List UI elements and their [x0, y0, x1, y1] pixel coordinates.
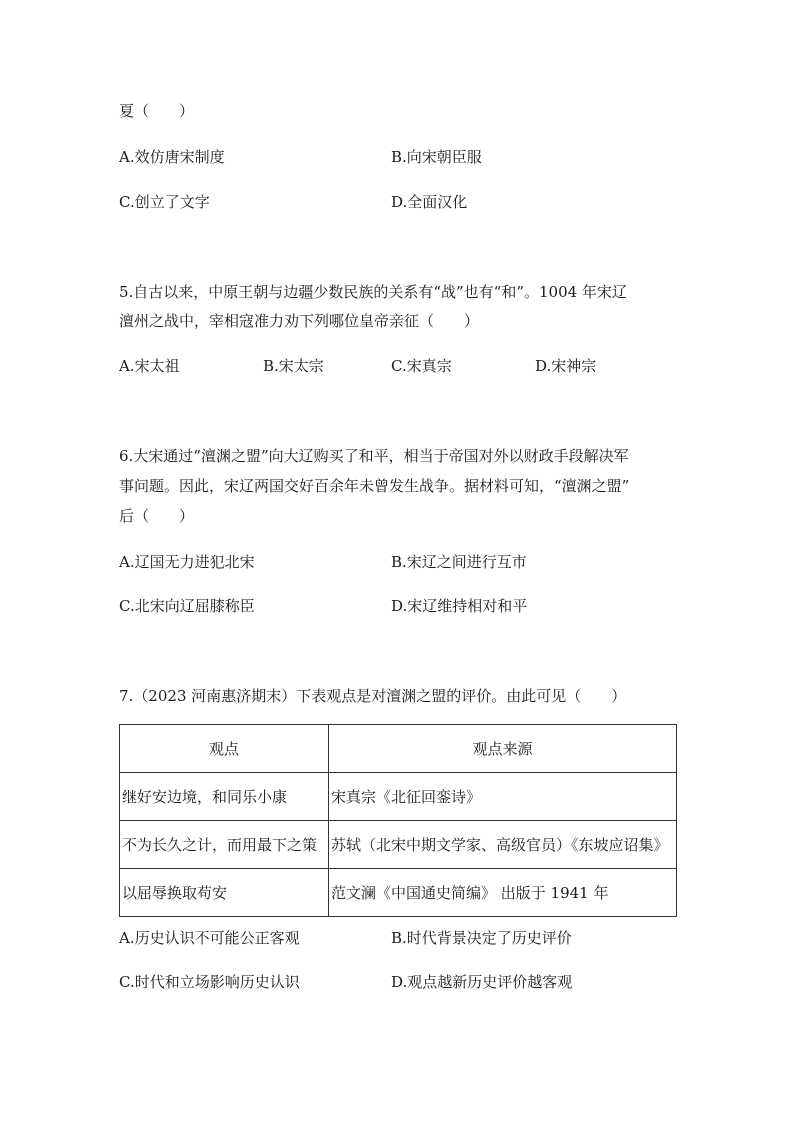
table-cell-source: 宋真宗《北征回銮诗》	[329, 773, 677, 821]
table-row	[120, 773, 677, 821]
table-header-row	[120, 725, 677, 773]
table-row	[120, 869, 677, 917]
q6-option-d[interactable]: D.宋辽维持相对和平	[391, 597, 528, 615]
q6-stem-line2: 事问题。因此，宋辽两国交好百余年未曾发生战争。据材料可知，“澶渊之盟”	[119, 477, 630, 495]
q4-option-b[interactable]: B.向宋朝臣服	[391, 148, 482, 166]
q4-option-d[interactable]: D.全面汉化	[391, 193, 468, 211]
table-header-viewpoint: 观点	[120, 725, 329, 773]
q5-option-a[interactable]: A.宋太祖	[119, 357, 180, 375]
q7-option-d[interactable]: D.观点越新历史评价越客观	[391, 973, 573, 991]
q5-option-d[interactable]: D.宋神宗	[535, 357, 597, 375]
q6-stem-line1: 6.大宋通过“澶渊之盟”向大辽购买了和平，相当于帝国对外以财政手段解决军	[119, 447, 629, 465]
table-row	[120, 821, 677, 869]
q5-option-c[interactable]: C.宋真宗	[391, 357, 452, 375]
q6-option-b[interactable]: B.宋辽之间进行互市	[391, 553, 527, 571]
q6-option-c[interactable]: C.北宋向辽屈膝称臣	[119, 597, 255, 615]
q4-stem-tail: 夏（ ）	[119, 102, 195, 120]
table-header-source: 观点来源	[329, 725, 677, 773]
q7-option-c[interactable]: C.时代和立场影响历史认识	[119, 973, 300, 991]
table-cell-source: 苏轼（北宋中期文学家、高级官员）《东坡应诏集》	[329, 821, 677, 869]
q5-stem-line2: 澶州之战中，宰相寇准力劝下列哪位皇帝亲征（ ）	[119, 312, 480, 330]
q7-option-a[interactable]: A.历史认识不可能公正客观	[119, 929, 300, 947]
table-cell-viewpoint: 继好安边境，和同乐小康	[120, 773, 329, 821]
q5-option-b[interactable]: B.宋太宗	[263, 357, 324, 375]
table-cell-viewpoint: 以屈辱换取苟安	[120, 869, 329, 917]
q6-option-a[interactable]: A.辽国无力进犯北宋	[119, 553, 255, 571]
viewpoint-table	[119, 724, 677, 917]
q7-option-b[interactable]: B.时代背景决定了历史评价	[391, 929, 572, 947]
q4-option-a[interactable]: A.效仿唐宋制度	[119, 148, 225, 166]
table-cell-source: 范文澜《中国通史简编》 出版于 1941 年	[329, 869, 677, 917]
q7-stem-line1: 7.（2023 河南惠济期末）下表观点是对澶渊之盟的评价。由此可见（ ）	[119, 687, 627, 705]
table-cell-viewpoint: 不为长久之计，而用最下之策	[120, 821, 329, 869]
q6-stem-line3: 后（ ）	[119, 507, 195, 525]
q4-option-c[interactable]: C.创立了文字	[119, 193, 210, 211]
q5-stem-line1: 5.自古以来，中原王朝与边疆少数民族的关系有“战”也有“和”。1004 年宋辽	[119, 283, 627, 301]
